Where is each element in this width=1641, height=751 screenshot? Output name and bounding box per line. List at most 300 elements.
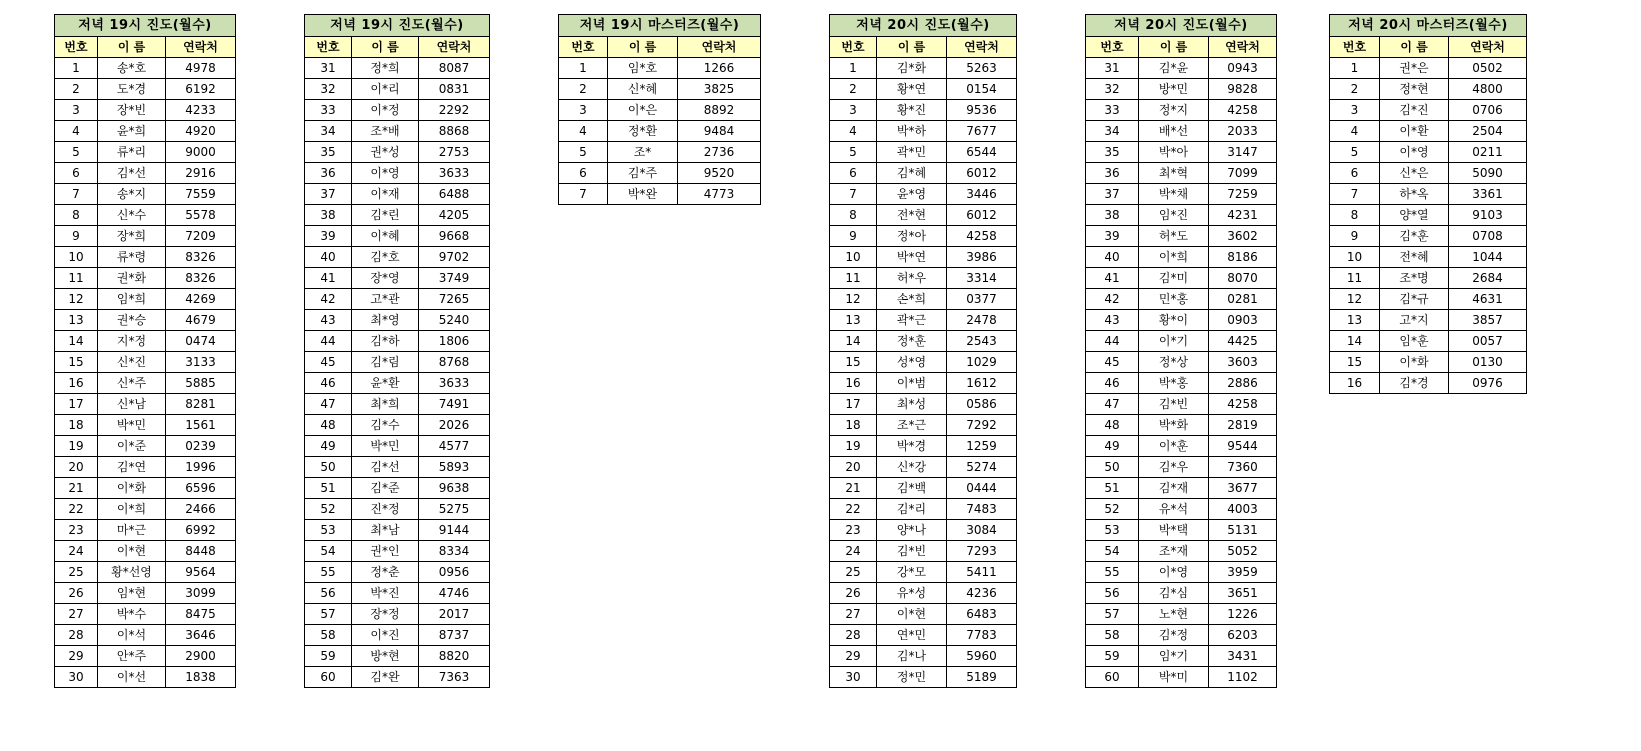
table-row: [1330, 184, 1527, 205]
row-number: 20: [830, 457, 877, 478]
member-name: 신*수: [98, 205, 166, 226]
member-name: 권*인: [352, 541, 419, 562]
table-row: [55, 415, 236, 436]
member-name: 김*정: [1139, 625, 1209, 646]
member-name: 류*리: [98, 142, 166, 163]
table-row: [55, 142, 236, 163]
member-name: 윤*환: [352, 373, 419, 394]
table-row: [1330, 226, 1527, 247]
contact-number: 3959: [1209, 562, 1277, 583]
member-name: 유*성: [877, 583, 947, 604]
table-row: [1086, 436, 1277, 457]
table-row: [1330, 268, 1527, 289]
contact-number: 3361: [1449, 184, 1527, 205]
member-name: 박*민: [352, 436, 419, 457]
row-number: 29: [55, 646, 98, 667]
contact-number: 1266: [678, 58, 761, 79]
row-number: 17: [830, 394, 877, 415]
row-number: 55: [1086, 562, 1139, 583]
table-row: [305, 415, 490, 436]
header-name: 이 름: [1380, 37, 1449, 58]
member-name: 임*훈: [1380, 331, 1449, 352]
contact-number: 2900: [166, 646, 236, 667]
contact-number: 3825: [678, 79, 761, 100]
contact-number: 0586: [947, 394, 1017, 415]
table-row: [1086, 415, 1277, 436]
row-number: 47: [1086, 394, 1139, 415]
row-number: 12: [55, 289, 98, 310]
member-name: 최*혁: [1139, 163, 1209, 184]
member-name: 권*은: [1380, 58, 1449, 79]
table-row: [1330, 100, 1527, 121]
table-row: [55, 58, 236, 79]
member-name: 김*심: [1139, 583, 1209, 604]
table-row: [305, 310, 490, 331]
row-number: 57: [1086, 604, 1139, 625]
contact-number: 0281: [1209, 289, 1277, 310]
contact-number: 9668: [419, 226, 490, 247]
row-number: 41: [1086, 268, 1139, 289]
header-contact: 연락처: [419, 37, 490, 58]
table-row: [55, 331, 236, 352]
contact-number: 3749: [419, 268, 490, 289]
member-name: 박*수: [98, 604, 166, 625]
member-name: 방*현: [352, 646, 419, 667]
member-name: 이*기: [1139, 331, 1209, 352]
contact-number: 4773: [678, 184, 761, 205]
table-row: [830, 604, 1017, 625]
row-number: 6: [830, 163, 877, 184]
contact-number: 0976: [1449, 373, 1527, 394]
roster-table-20-masters: [1329, 14, 1527, 394]
roster-table-19-masters: [558, 14, 761, 205]
member-name: 정*현: [1380, 79, 1449, 100]
row-number: 26: [830, 583, 877, 604]
row-number: 58: [305, 625, 352, 646]
contact-number: 6012: [947, 205, 1017, 226]
table-row: [1330, 163, 1527, 184]
table-title: 저녁 19시 마스터즈(월수): [559, 15, 761, 37]
contact-number: 2017: [419, 604, 490, 625]
row-number: 2: [559, 79, 608, 100]
contact-number: 8768: [419, 352, 490, 373]
contact-number: 5885: [166, 373, 236, 394]
contact-number: 2026: [419, 415, 490, 436]
contact-number: 9103: [1449, 205, 1527, 226]
table-row: [1086, 394, 1277, 415]
row-number: 19: [830, 436, 877, 457]
table-row: [559, 142, 761, 163]
row-number: 17: [55, 394, 98, 415]
row-number: 46: [1086, 373, 1139, 394]
contact-number: 7293: [947, 541, 1017, 562]
row-number: 21: [55, 478, 98, 499]
contact-number: 7491: [419, 394, 490, 415]
table-row: [1086, 583, 1277, 604]
member-name: 곽*근: [877, 310, 947, 331]
contact-number: 5411: [947, 562, 1017, 583]
contact-number: 3084: [947, 520, 1017, 541]
header-number: 번호: [305, 37, 352, 58]
table-row: [55, 121, 236, 142]
contact-number: 7559: [166, 184, 236, 205]
row-number: 49: [1086, 436, 1139, 457]
table-row: [830, 667, 1017, 688]
contact-number: 7677: [947, 121, 1017, 142]
member-name: 조*배: [352, 121, 419, 142]
member-name: 성*영: [877, 352, 947, 373]
table-row: [1086, 625, 1277, 646]
contact-number: 3602: [1209, 226, 1277, 247]
contact-number: 2819: [1209, 415, 1277, 436]
table-row: [305, 667, 490, 688]
row-number: 30: [830, 667, 877, 688]
contact-number: 0943: [1209, 58, 1277, 79]
table-row: [1086, 184, 1277, 205]
contact-number: 9638: [419, 478, 490, 499]
member-name: 곽*민: [877, 142, 947, 163]
member-name: 김*나: [877, 646, 947, 667]
table-row: [830, 142, 1017, 163]
row-number: 11: [55, 268, 98, 289]
row-number: 3: [830, 100, 877, 121]
contact-number: 0211: [1449, 142, 1527, 163]
row-number: 3: [1330, 100, 1380, 121]
member-name: 이*영: [1139, 562, 1209, 583]
table-row: [55, 205, 236, 226]
table-row: [830, 247, 1017, 268]
table-row: [1086, 604, 1277, 625]
table-row: [305, 289, 490, 310]
member-name: 김*진: [1380, 100, 1449, 121]
contact-number: 0377: [947, 289, 1017, 310]
row-number: 18: [55, 415, 98, 436]
table-row: [305, 331, 490, 352]
table-body: [55, 58, 236, 688]
table-row: [305, 58, 490, 79]
table-row: [1330, 289, 1527, 310]
contact-number: 3857: [1449, 310, 1527, 331]
row-number: 13: [830, 310, 877, 331]
contact-number: 4236: [947, 583, 1017, 604]
row-number: 52: [305, 499, 352, 520]
member-name: 임*호: [608, 58, 678, 79]
row-number: 25: [55, 562, 98, 583]
header-contact: 연락처: [1209, 37, 1277, 58]
row-number: 26: [55, 583, 98, 604]
row-number: 37: [305, 184, 352, 205]
table-row: [1330, 205, 1527, 226]
table-row: [830, 184, 1017, 205]
member-name: 조*명: [1380, 268, 1449, 289]
contact-number: 4425: [1209, 331, 1277, 352]
contact-number: 0706: [1449, 100, 1527, 121]
contact-number: 8186: [1209, 247, 1277, 268]
table-row: [305, 457, 490, 478]
member-name: 신*은: [1380, 163, 1449, 184]
row-number: 12: [1330, 289, 1380, 310]
member-name: 김*주: [608, 163, 678, 184]
row-number: 14: [830, 331, 877, 352]
row-number: 34: [305, 121, 352, 142]
row-number: 3: [559, 100, 608, 121]
row-number: 57: [305, 604, 352, 625]
contact-number: 5240: [419, 310, 490, 331]
member-name: 신*강: [877, 457, 947, 478]
row-number: 4: [559, 121, 608, 142]
contact-number: 6544: [947, 142, 1017, 163]
table-row: [830, 163, 1017, 184]
table-row: [830, 625, 1017, 646]
contact-number: 4258: [1209, 100, 1277, 121]
table-row: [305, 625, 490, 646]
table-row: [55, 352, 236, 373]
row-number: 25: [830, 562, 877, 583]
member-name: 양*나: [877, 520, 947, 541]
row-number: 22: [55, 499, 98, 520]
table-row: [55, 583, 236, 604]
table-row: [1086, 499, 1277, 520]
member-name: 이*범: [877, 373, 947, 394]
row-number: 21: [830, 478, 877, 499]
row-number: 44: [305, 331, 352, 352]
contact-number: 3646: [166, 625, 236, 646]
member-name: 장*빈: [98, 100, 166, 121]
contact-number: 0239: [166, 436, 236, 457]
contact-number: 2478: [947, 310, 1017, 331]
row-number: 16: [830, 373, 877, 394]
member-name: 박*민: [98, 415, 166, 436]
header-contact: 연락처: [678, 37, 761, 58]
contact-number: 4679: [166, 310, 236, 331]
contact-number: 4577: [419, 436, 490, 457]
contact-number: 3633: [419, 163, 490, 184]
row-number: 56: [305, 583, 352, 604]
contact-number: 6203: [1209, 625, 1277, 646]
table-row: [1086, 226, 1277, 247]
row-number: 58: [1086, 625, 1139, 646]
contact-number: 7360: [1209, 457, 1277, 478]
contact-number: 8868: [419, 121, 490, 142]
contact-number: 8475: [166, 604, 236, 625]
contact-number: 4920: [166, 121, 236, 142]
row-number: 56: [1086, 583, 1139, 604]
row-number: 7: [55, 184, 98, 205]
member-name: 최*남: [352, 520, 419, 541]
table-row: [55, 625, 236, 646]
member-name: 김*윤: [1139, 58, 1209, 79]
row-number: 13: [55, 310, 98, 331]
table-row: [559, 100, 761, 121]
contact-number: 0831: [419, 79, 490, 100]
contact-number: 2753: [419, 142, 490, 163]
row-number: 12: [830, 289, 877, 310]
row-number: 4: [1330, 121, 1380, 142]
table-row: [1330, 79, 1527, 100]
row-number: 38: [1086, 205, 1139, 226]
member-name: 유*석: [1139, 499, 1209, 520]
member-name: 신*진: [98, 352, 166, 373]
member-name: 임*진: [1139, 205, 1209, 226]
row-number: 5: [55, 142, 98, 163]
row-number: 47: [305, 394, 352, 415]
row-number: 8: [830, 205, 877, 226]
contact-number: 4205: [419, 205, 490, 226]
contact-number: 3677: [1209, 478, 1277, 499]
member-name: 고*지: [1380, 310, 1449, 331]
table-row: [1086, 121, 1277, 142]
member-name: 박*진: [352, 583, 419, 604]
member-name: 정*아: [877, 226, 947, 247]
contact-number: 6192: [166, 79, 236, 100]
contact-number: 6483: [947, 604, 1017, 625]
member-name: 황*이: [1139, 310, 1209, 331]
member-name: 장*영: [352, 268, 419, 289]
contact-number: 8334: [419, 541, 490, 562]
row-number: 7: [559, 184, 608, 205]
contact-number: 0444: [947, 478, 1017, 499]
table-row: [305, 352, 490, 373]
contact-number: 3603: [1209, 352, 1277, 373]
row-number: 45: [1086, 352, 1139, 373]
member-name: 김*수: [352, 415, 419, 436]
table-row: [305, 478, 490, 499]
contact-number: 5052: [1209, 541, 1277, 562]
contact-number: 3651: [1209, 583, 1277, 604]
table-row: [1086, 646, 1277, 667]
row-number: 29: [830, 646, 877, 667]
table-row: [55, 310, 236, 331]
row-number: 18: [830, 415, 877, 436]
member-name: 정*환: [608, 121, 678, 142]
table-row: [305, 100, 490, 121]
row-number: 33: [305, 100, 352, 121]
row-number: 50: [305, 457, 352, 478]
contact-number: 4800: [1449, 79, 1527, 100]
member-name: 김*리: [877, 499, 947, 520]
table-row: [305, 541, 490, 562]
row-number: 35: [305, 142, 352, 163]
contact-number: 1044: [1449, 247, 1527, 268]
row-number: 45: [305, 352, 352, 373]
contact-number: 0502: [1449, 58, 1527, 79]
contact-number: 0903: [1209, 310, 1277, 331]
contact-number: 2033: [1209, 121, 1277, 142]
table-row: [305, 268, 490, 289]
contact-number: 7209: [166, 226, 236, 247]
table-row: [1086, 541, 1277, 562]
row-number: 28: [55, 625, 98, 646]
contact-number: 8087: [419, 58, 490, 79]
row-number: 43: [1086, 310, 1139, 331]
contact-number: 3147: [1209, 142, 1277, 163]
table-row: [55, 667, 236, 688]
row-number: 15: [830, 352, 877, 373]
member-name: 윤*희: [98, 121, 166, 142]
contact-number: 0057: [1449, 331, 1527, 352]
member-name: 김*연: [98, 457, 166, 478]
header-name: 이 름: [608, 37, 678, 58]
table-title: 저녁 20시 마스터즈(월수): [1330, 15, 1527, 37]
table-row: [830, 205, 1017, 226]
table-row: [305, 604, 490, 625]
row-number: 51: [305, 478, 352, 499]
member-name: 이*재: [352, 184, 419, 205]
contact-number: 2292: [419, 100, 490, 121]
contact-number: 3314: [947, 268, 1017, 289]
contact-number: 4978: [166, 58, 236, 79]
row-number: 20: [55, 457, 98, 478]
member-name: 정*희: [352, 58, 419, 79]
table-row: [830, 415, 1017, 436]
contact-number: 8326: [166, 268, 236, 289]
table-row: [55, 100, 236, 121]
member-name: 권*화: [98, 268, 166, 289]
row-number: 36: [1086, 163, 1139, 184]
member-name: 연*민: [877, 625, 947, 646]
table-title: 저녁 20시 진도(월수): [1086, 15, 1277, 37]
row-number: 9: [1330, 226, 1380, 247]
member-name: 안*주: [98, 646, 166, 667]
row-number: 5: [830, 142, 877, 163]
contact-number: 8892: [678, 100, 761, 121]
contact-number: 7259: [1209, 184, 1277, 205]
contact-number: 5189: [947, 667, 1017, 688]
member-name: 박*화: [1139, 415, 1209, 436]
contact-number: 2736: [678, 142, 761, 163]
table-row: [55, 562, 236, 583]
contact-number: 1806: [419, 331, 490, 352]
member-name: 김*경: [1380, 373, 1449, 394]
member-name: 최*성: [877, 394, 947, 415]
row-number: 40: [305, 247, 352, 268]
contact-number: 7363: [419, 667, 490, 688]
table-row: [1330, 373, 1527, 394]
row-number: 28: [830, 625, 877, 646]
header-name: 이 름: [1139, 37, 1209, 58]
table-title: 저녁 20시 진도(월수): [830, 15, 1017, 37]
row-number: 1: [559, 58, 608, 79]
roster-table-19-jindo-b: [304, 14, 490, 688]
row-number: 23: [55, 520, 98, 541]
row-number: 4: [55, 121, 98, 142]
table-row: [305, 205, 490, 226]
member-name: 김*훈: [1380, 226, 1449, 247]
table-row: [55, 289, 236, 310]
row-number: 49: [305, 436, 352, 457]
member-name: 김*백: [877, 478, 947, 499]
row-number: 2: [1330, 79, 1380, 100]
row-number: 59: [1086, 646, 1139, 667]
table-row: [1086, 79, 1277, 100]
table-row: [305, 499, 490, 520]
table-row: [305, 520, 490, 541]
table-row: [55, 478, 236, 499]
member-name: 진*정: [352, 499, 419, 520]
table-body: [830, 58, 1017, 688]
contact-number: 8070: [1209, 268, 1277, 289]
member-name: 최*영: [352, 310, 419, 331]
contact-number: 5275: [419, 499, 490, 520]
contact-number: 8820: [419, 646, 490, 667]
member-name: 윤*영: [877, 184, 947, 205]
table-row: [830, 79, 1017, 100]
member-name: 김*림: [352, 352, 419, 373]
member-name: 이*선: [98, 667, 166, 688]
member-name: 황*진: [877, 100, 947, 121]
header-number: 번호: [830, 37, 877, 58]
table-row: [305, 163, 490, 184]
